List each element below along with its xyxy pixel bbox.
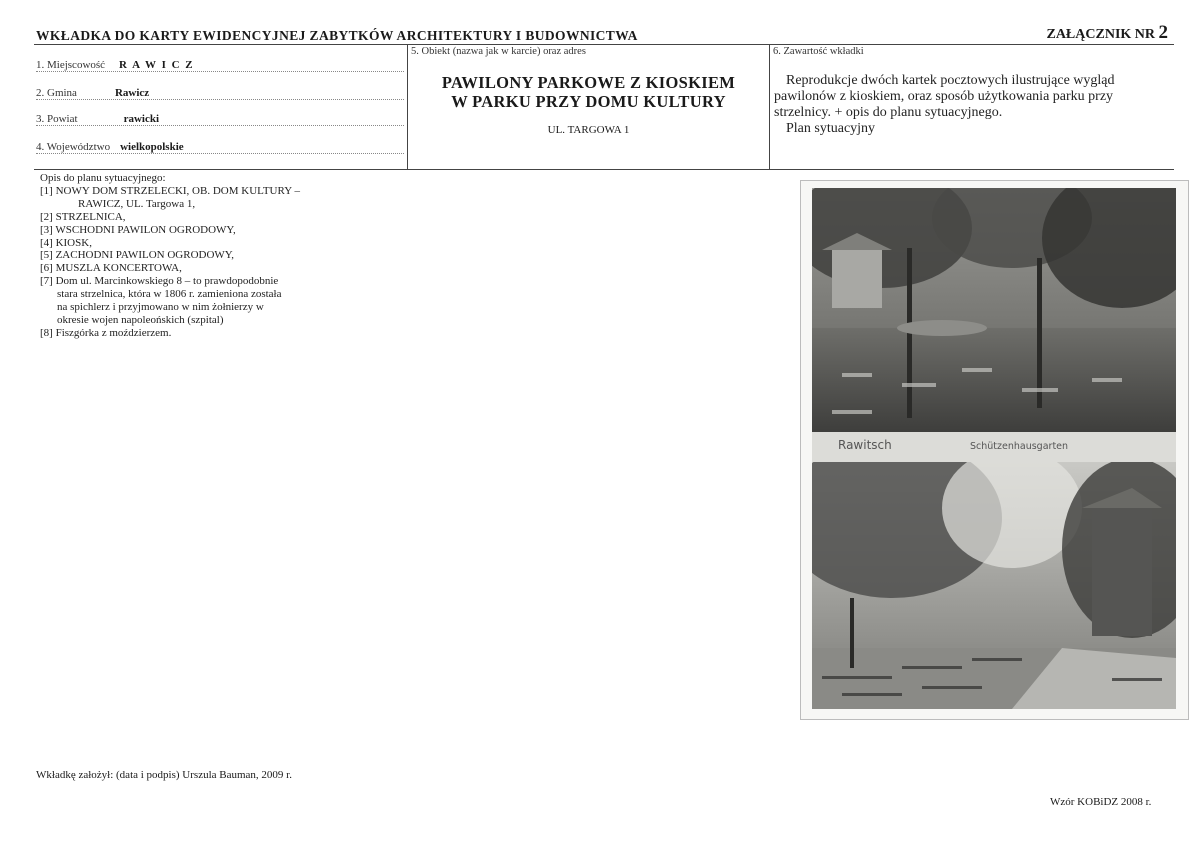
object-address: UL. TARGOWA 1	[547, 124, 630, 136]
object-title	[408, 73, 769, 111]
description-line: [4] KIOSK,	[40, 236, 92, 249]
object-title-line2: W PARKU PRZY DOMU KULTURY	[451, 92, 726, 111]
description-line: [2] STRZELNICA,	[40, 210, 126, 223]
document-title: WKŁADKA DO KARTY EWIDENCYJNEJ ZABYTKÓW ARCHITEKTURY I BUDOWNICTWA	[36, 28, 638, 43]
contents-line: strzelnicy. + opis do planu sytuacyjnego.	[774, 105, 1003, 120]
contents-line: Plan sytuacyjny	[786, 121, 876, 136]
top-rule	[34, 44, 1174, 45]
contents-line: Reprodukcje dwóch kartek pocztowych ilustrujące wygląd	[786, 73, 1115, 88]
field-commune-label: 2. Gmina	[36, 87, 77, 99]
annex-text: ZAŁĄCZNIK NR	[1046, 27, 1155, 42]
plan-description	[40, 172, 300, 340]
postcard-caption-left: Rawitsch	[838, 438, 892, 452]
header-bottom-rule	[34, 169, 1174, 170]
footer-template: Wzór KOBiDZ 2008 r.	[1050, 796, 1152, 808]
object-label: 5. Obiekt (nazwa jak w karcie) oraz adres	[411, 46, 586, 57]
contents-text	[774, 73, 1115, 137]
contents-label: 6. Zawartość wkładki	[773, 46, 864, 57]
object-title-line1: PAWILONY PARKOWE Z KIOSKIEM	[441, 73, 736, 92]
field-county	[36, 109, 404, 126]
description-line: [1] NOWY DOM STRZELECKI, OB. DOM KULTURY –	[40, 184, 301, 197]
footer-author: Wkładkę założył: (data i podpis) Urszula Bauman, 2009 r.	[36, 769, 292, 781]
field-county-label: 3. Powiat	[36, 113, 78, 125]
description-line: stara strzelnica, która w 1806 r. zamieniona została	[57, 288, 282, 301]
field-commune-value: Rawicz	[114, 87, 150, 99]
divider-right	[769, 44, 770, 170]
description-line: [8] Fiszgórka z moździerzem.	[40, 326, 172, 339]
field-voivodeship-value: wielkopolskie	[120, 141, 184, 153]
description-line: okresie wojen napoleońskich (szpital)	[57, 313, 224, 326]
postcard-caption-right: Schützenhausgarten	[970, 441, 1069, 452]
description-line: [3] WSCHODNI PAWILON OGRODOWY,	[40, 223, 236, 236]
field-locality-label: 1. Miejscowość	[36, 59, 106, 71]
postcard-caption-strip	[812, 432, 1176, 462]
description-line: [6] MUSZLA KONCERTOWA,	[40, 262, 182, 275]
field-locality-value: R A W I C Z	[119, 59, 195, 71]
description-line: RAWICZ, UL. Targowa 1,	[78, 197, 196, 210]
field-county-value: rawicki	[123, 113, 160, 125]
contents-line: pawilonów z kioskiem, oraz sposób użytkowania parku przy	[774, 89, 1114, 104]
field-voivodeship-label: 4. Województwo	[36, 141, 111, 153]
description-line: na spichlerz i przyjmowano w nim żołnierzy w	[57, 301, 264, 314]
field-voivodeship	[36, 137, 404, 154]
field-locality	[36, 55, 404, 72]
field-commune	[36, 83, 404, 100]
description-line: [5] ZACHODNI PAWILON OGRODOWY,	[40, 249, 235, 262]
description-line: [7] Dom ul. Marcinkowskiego 8 – to prawdopodobnie	[40, 275, 279, 288]
annex-number: 2	[1158, 22, 1168, 43]
description-heading: Opis do planu sytuacyjnego:	[40, 172, 166, 184]
annex-label	[1046, 22, 1168, 44]
